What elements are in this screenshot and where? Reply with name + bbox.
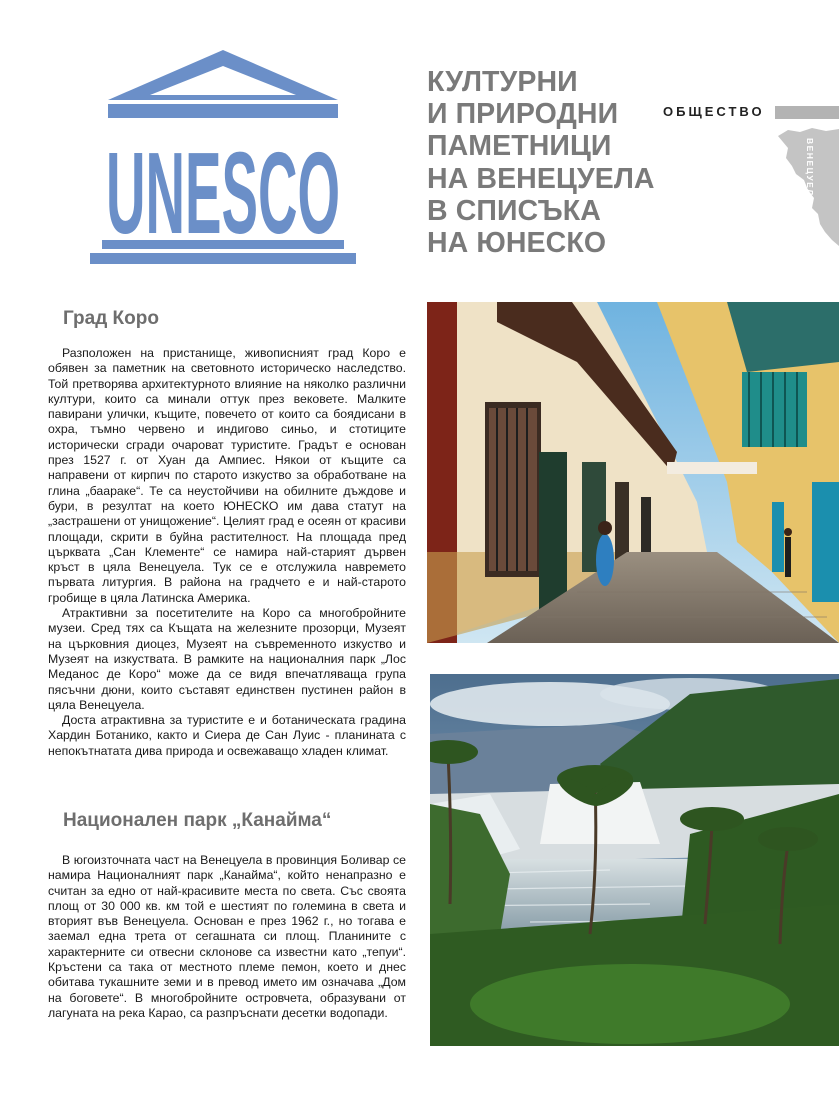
- coro-street-photo: [427, 302, 839, 643]
- section-tag-bar: [775, 106, 839, 119]
- section-heading-coro: Град Коро: [63, 308, 159, 329]
- paragraph: Разположен на пристанище, живописният град Коро е обявен за паметник на световното историческо наследство. Той претворява архитектурното влияние на няколко различни култури, които са минали оттук през вековете. Малките павирани улички, къщите, повечето от които са боядисани в охра, тъмно червено и индигово синьо, и стотиците исторически сгради очароват туристите. Градът е основан през 1527 г. от Хуан да Ампиес. Някои от къщите са направени от кирпич по старото изкуство за обработване на глина „баараке“. Те са неустойчиви на обилните дъждове и бури, в резултат на което ЮНЕСКО им дава статут на „застрашени от унищожение“. Целият град е осеян от красиви площади, скрити в буйна растителност. На площада пред църквата „Сан Клементе“ се намира най-старият дървен кръст в цяла Венецуела. Тук се е отслужила навремето първата литургия. В района на градчето е и най-старото гробище в цяла Латинска Америка.: [48, 346, 406, 605]
- paragraph: Доста атрактивна за туристите е и ботаническата градина Хардин Ботанико, както и Сиера де Сан Луис - планината с непокътнатата дива природа и освежаващо хладен климат.: [48, 713, 406, 758]
- title-line: И ПРИРОДНИ: [427, 98, 619, 131]
- title-line: НА ЮНЕСКО: [427, 227, 607, 260]
- page-title: [427, 66, 727, 259]
- country-tab-label: ВЕНЕЦУЕЛА: [805, 138, 815, 205]
- paragraph: Атрактивни за посетителите на Коро са многобройните музеи. Сред тях са Къщата на железните прозорци, Музеят на църковния диоцез, Музеят на съвременното изкуство и Музеят на изкуствата. В рамките на националния парк „Лос Меданос де Коро“ може да се видя впечатляваща група пясъчни дюни, които съставят единствен пустинен район в цяла Венецуела.: [48, 606, 406, 712]
- canaima-waterfall-photo: [430, 674, 839, 1046]
- paragraph: В югоизточната част на Венецуела в провинция Боливар се намира Националният парк „Канайма“, който ненапразно е считан за едно от най-красивите места по света. Със своята площ от 30 000 кв. км той е шестият по големина в света и вторият във Венецуела. Основан е през 1962 г., но тогава е заемал една трета от сегашната си площ. Планините с характерните си отвесни склонове са известни като „тепуи“. Кръстени са така от местното племе пемон, което и днес обитава тукашните земи и в превод името им означава „Дом на боговете“. В многобройните островчета, образувани от лагуната на река Карао, са разпръснати десетки водопади.: [48, 853, 406, 1020]
- unesco-logo: [88, 48, 358, 278]
- title-line: В СПИСЪКА: [427, 194, 601, 227]
- section-text-coro: [48, 346, 406, 759]
- section-label: ОБЩЕСТВО: [663, 104, 765, 119]
- title-line: ПАМЕТНИЦИ: [427, 130, 612, 163]
- section-text-canaima: [48, 853, 406, 1021]
- title-line: НА ВЕНЕЦУЕЛА: [427, 162, 655, 195]
- title-line: КУЛТУРНИ: [427, 66, 578, 98]
- section-heading-canaima: Национален парк „Канайма“: [63, 810, 332, 831]
- unesco-wordmark: UNESCO: [106, 128, 340, 258]
